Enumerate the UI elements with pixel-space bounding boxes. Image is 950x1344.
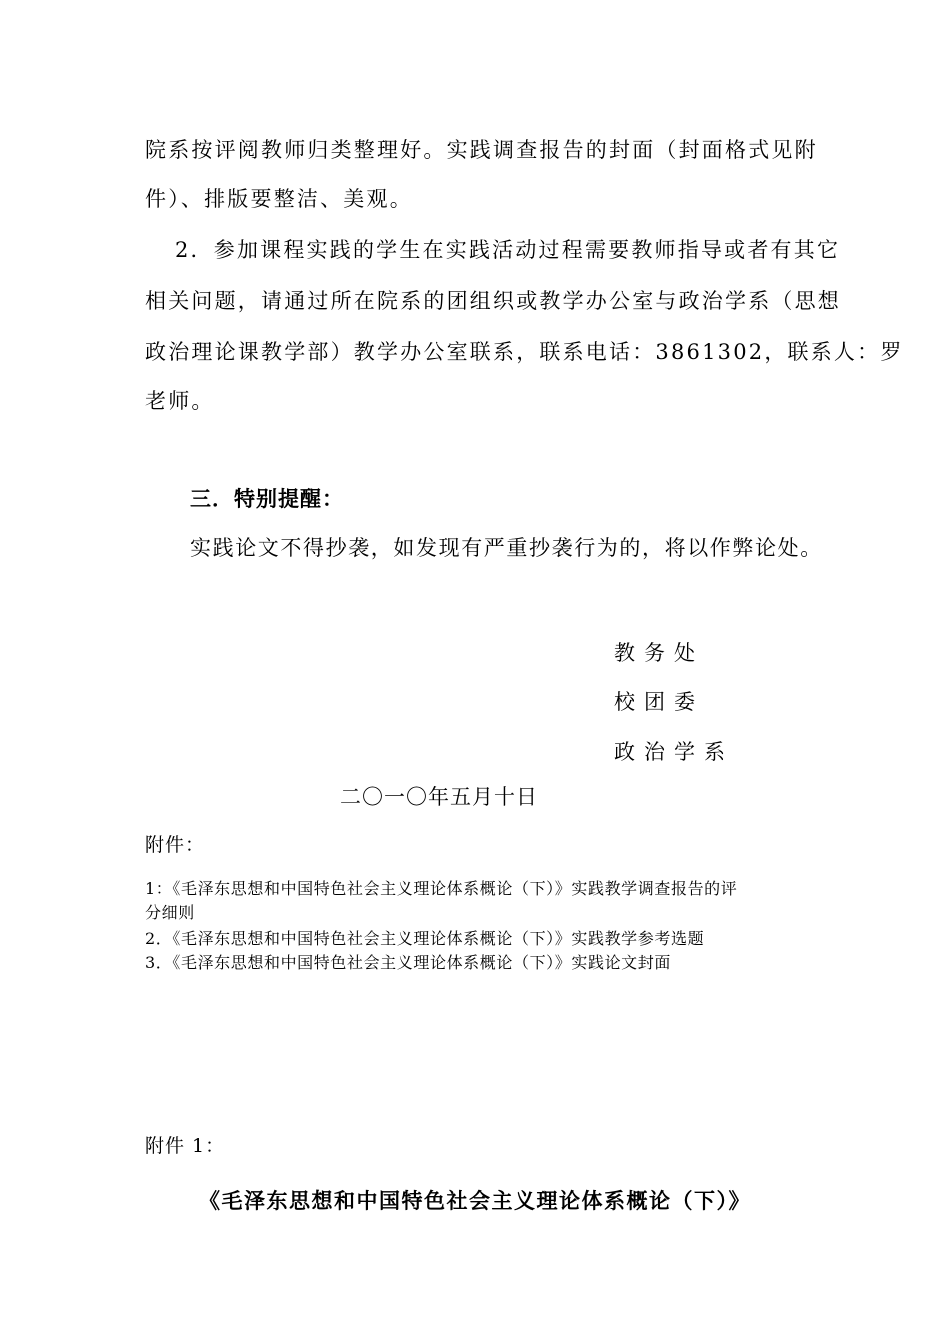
paragraph-2-line-1: 2．参加课程实践的学生在实践活动过程需要教师指导或者有其它 [175,238,841,262]
signature-office-political-science: 政治学系 [614,740,734,764]
paragraph-2-line-4: 老师。 [145,389,215,413]
paragraph-1-line-2: 件）、排版要整洁、美观。 [145,187,413,211]
section-3-heading: 三．特别提醒： [190,486,344,511]
section-3-text: 实践论文不得抄袭，如发现有严重抄袭行为的，将以作弊论处。 [190,536,823,560]
document-date: 二〇一〇年五月十日 [340,785,538,809]
attachment-item-1-line-1: 1：《毛泽东思想和中国特色社会主义理论体系概论（下）》实践教学调查报告的评 [145,879,738,898]
paragraph-2-line-2: 相关问题，请通过所在院系的团组织或教学办公室与政治学系（思想 [145,289,841,313]
attachment-1-title: 《毛泽东思想和中国特色社会主义理论体系概论（下）》 [199,1188,751,1213]
attachment-item-3: 3．《毛泽东思想和中国特色社会主义理论体系概论（下）》实践论文封面 [145,953,671,972]
attachment-item-2: 2．《毛泽东思想和中国特色社会主义理论体系概论（下）》实践教学参考选题 [145,929,705,948]
paragraph-2-line-3: 政治理论课教学部）教学办公室联系，联系电话：3861302，联系人：罗 [145,340,904,364]
paragraph-1-line-1: 院系按评阅教师归类整理好。实践调查报告的封面（封面格式见附 [145,138,818,162]
attachments-label: 附件： [145,834,206,856]
attachment-item-1-line-2: 分细则 [145,903,195,922]
attachment-1-label: 附件 1： [145,1135,226,1157]
signature-office-academic-affairs: 教务处 [614,641,704,665]
signature-office-youth-league: 校团委 [614,690,704,714]
